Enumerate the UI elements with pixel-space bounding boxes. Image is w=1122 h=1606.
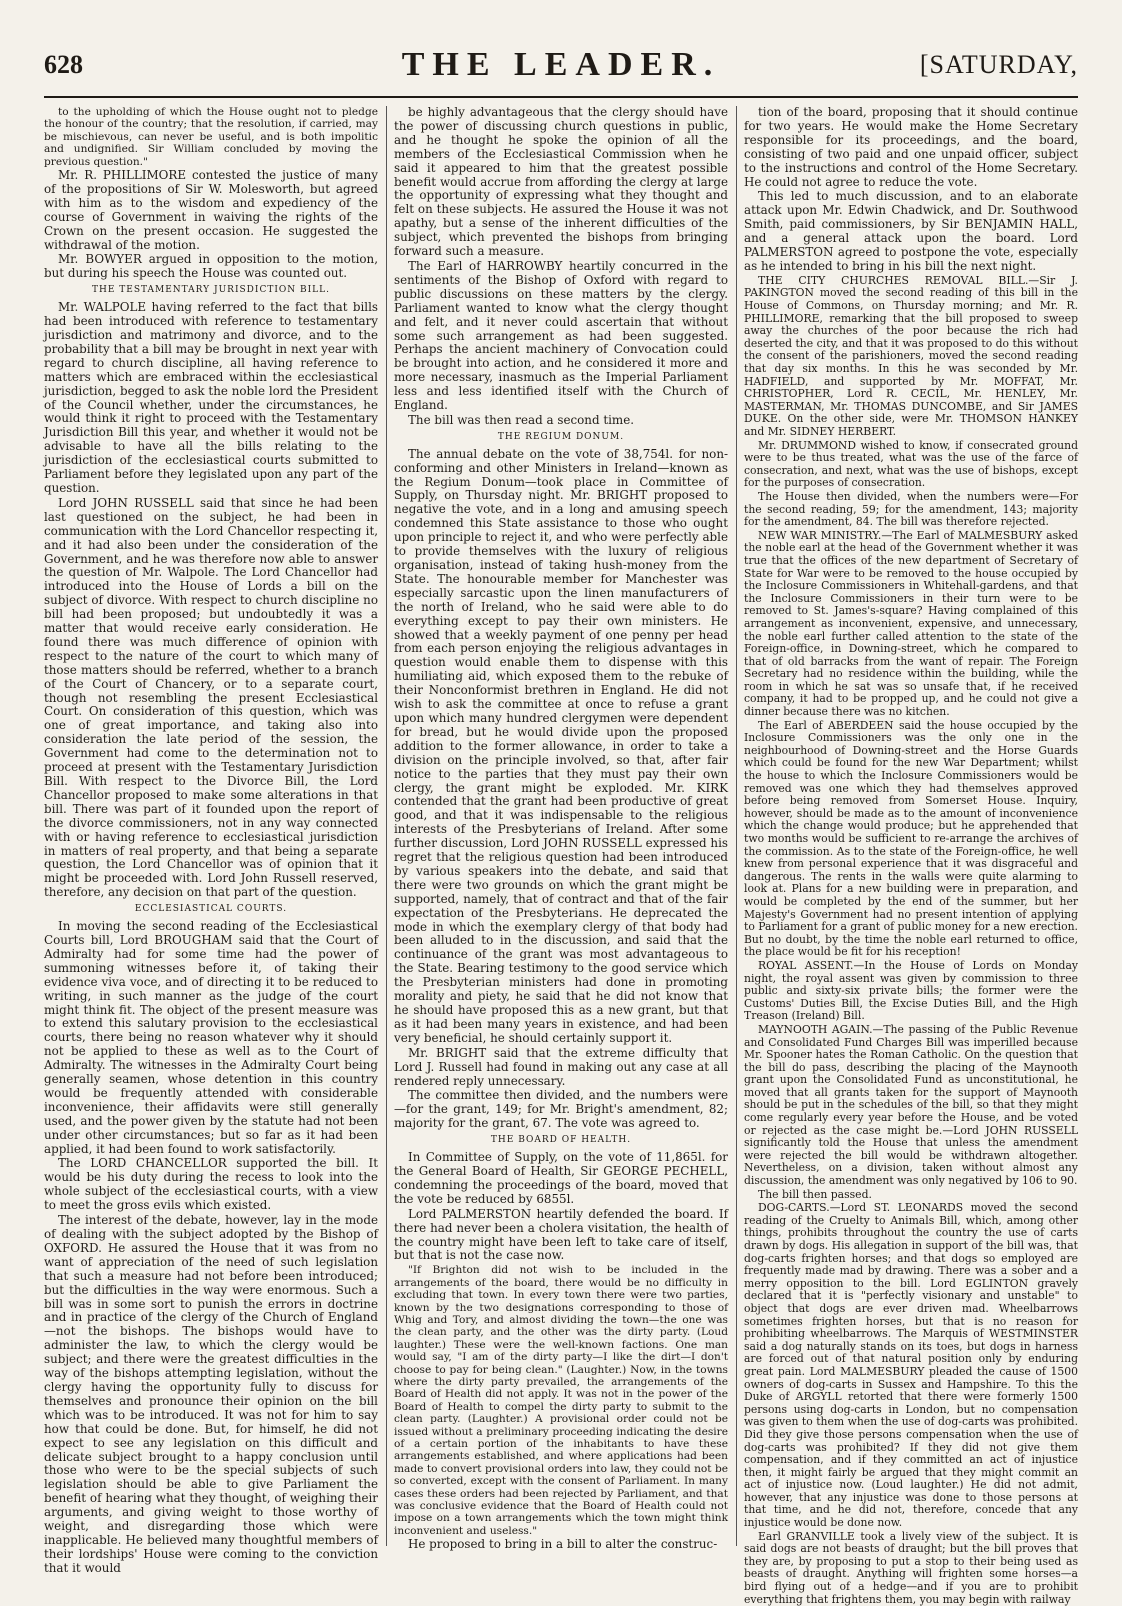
article-paragraph: to the upholding of which the House ought not to pledge the honour of the country; that the resolution, if carried, may be mischievous, can never be useful, and is both impolitic and undignified. Sir William concluded by moving the previous question." bbox=[44, 106, 378, 168]
article-paragraph: This led to much discussion, and to an elaborate attack upon Mr. Edwin Chadwick, and Dr. Southwood Smith, paid commissioners, by Sir BENJAMIN HALL, and a general attack upon the board. Lord PALMERSTON agreed to postpone the vote, especially as he intended to bring in his bill the next night. bbox=[744, 189, 1078, 273]
article-paragraph: NEW WAR MINISTRY.—The Earl of MALMESBURY asked the noble earl at the head of the Government whether it was true that the offices of the new department of Secretary of State for War were to be removed to the house occupied by the Inclosure Commissioners in Whitehall-gardens, and that the Inclosure Commissioners in their turn were to be removed to St. James's-square? Having complained of this arrangement as inconvenient, expensive, and unnecessary, the noble earl further called attention to the state of the Foreign-office, in Downing-street, which he compared to that of old barracks from the want of repair. The Foreign Secretary had no residence within the building, while the room in which he sat was so unsafe that, if he received company, it had to be propped up, and he could not give a dinner because there was no kitchen. bbox=[744, 528, 1078, 719]
section-heading: THE TESTAMENTARY JURISDICTION BILL. bbox=[91, 285, 330, 296]
article-paragraph: THE CITY CHURCHES REMOVAL BILL.—Sir J. PAKINGTON moved the second reading of this bill in the House of Commons, on Thursday morning; and Mr. R. PHILLIMORE, remarking that the bill proposed to sweep away the churches of the poor because the rich had deserted the city, and that it was proposed to do this without the consent of the parishioners, moved the second reading that day six months. In this he was seconded by Mr. HADFIELD, and supported by Mr. MOFFAT, Mr. CHRISTOPHER, Lord R. CECIL, Mr. HENLEY, Mr. MASTERMAN, Mr. THOMAS DUNCOMBE, and Sir JAMES DUKE. On the other side, were Mr. THOMSON HANKEY and Mr. SIDNEY HERBERT. bbox=[744, 273, 1078, 438]
article-paragraph: Earl GRANVILLE took a lively view of the subject. It is said dogs are not beasts of draught; but the bill proves that they are, by proposing to put a stop to their being used as beasts of draught. Anything will frighten some horses—a bird flying out of a hedge—and if you are to prohibit everything that frightens them, you may begin with railway bbox=[744, 1529, 1078, 1606]
article-paragraph: In Committee of Supply, on the vote of 11,865l. for the General Board of Health, Sir GEORGE PECHELL, condemning the proceedings of the board, moved that the vote be reduced by 6855l. bbox=[394, 1150, 728, 1206]
column-divider bbox=[736, 106, 737, 1546]
article-paragraph: The Earl of HARROWBY heartily concurred in the sentiments of the Bishop of Oxford with regard to public discussions on these matters by the clergy. Parliament wanted to know what the clergy thought and felt, and it never could ascertain that without some such arrangement as had been suggested. Perhaps the ancient machinery of Convocation could be brought into action, and he considered it more and more necessary, inasmuch as the Imperial Parliament less and less identified itself with the Church of England. bbox=[394, 258, 728, 413]
article-paragraph: The committee then divided, and the numbers were—for the grant, 149; for Mr. Bright's amendment, 82; majority for the grant, 67. The vote was agreed to. bbox=[394, 1088, 728, 1131]
article-paragraph: Mr. R. PHILLIMORE contested the justice of many of the propositions of Sir W. Molesworth, but agreed with him as to the wisdom and expediency of the course of Government in waiving the rights of the Crown on the present occasion. He suggested the withdrawal of the motion. bbox=[44, 168, 378, 252]
article-paragraph: Mr. WALPOLE having referred to the fact that bills had been introduced with reference to testamentary jurisdiction and matrimony and divorce, and to the probability that a bill may be brought in next year with regard to church discipline, all having reference to matters which are embraced within the ecclesiastical jurisdiction, begged to ask the noble lord the President of the Council whether, under the circumstances, he would think it right to proceed with the Testamentary Jurisdiction Bill this year, and whether it would not be advisable to have all the bills relating to the jurisdiction of the ecclesiastical courts submitted to Parliament before they legislated upon any part of the question. bbox=[44, 300, 378, 495]
article-paragraph: The House then divided, when the numbers were—For the second reading, 59; for the amendment, 143; majority for the amendment, 84. The bill was therefore rejected. bbox=[744, 489, 1078, 529]
article-paragraph: The interest of the debate, however, lay in the mode of dealing with the subject adopted by the Bishop of OXFORD. He assured the House that it was from no want of appreciation of the need of such legislation that such a measure had not before been introduced; but the difficulties in the way were enormous. Such a bill was in some sort to punish the errors in doctrine and in practice of the clergy of the Church of England—not the bishops. The bishops would have to administer the law, to which the clergy would be subject; and there were the greatest difficulties in the way of the bishops attempting legislation, without the clergy having the opportunity fully to discuss for themselves and pronounce their opinion on the bill which was to be introduced. It was not for him to say how that could be done. But, for himself, he did not expect to see any legislation on this difficult and delicate subject brought to a happy conclusion until those who were to be the special subjects of such legislation should be able to give Parliament the benefit of hearing what they thought, of weighing their arguments, and giving weight to those worthy of weight, and disregarding those which were inapplicable. He believed many thoughtful members of their lordships' House were coming to the conviction that it would bbox=[44, 1213, 378, 1575]
column-divider bbox=[386, 106, 387, 1546]
section-heading: THE REGIUM DONUM. bbox=[497, 431, 625, 442]
article-paragraph: Lord PALMERSTON heartily defended the board. If there had never been a cholera visitation, the health of the country might have been left to take care of itself, but that is not the case now. bbox=[394, 1206, 728, 1263]
article-paragraph: Lord JOHN RUSSELL said that since he had been last questioned on the subject, he had been in communication with the Lord Chancellor respecting it, and it had also been under the consideration of the Government, and he was therefore now able to answer the question of Mr. Walpole. The Lord Chancellor had introduced into the House of Lords a bill on the subject of divorce. With respect to church discipline no bill had been proposed; but undoubtedly it was a matter that would receive early consideration. He found there was much difference of opinion with respect to the nature of the court to which many of those matters should be referred, whether to a branch of the Court of Chancery, or to a separate court, though not resembling the present Ecclesiastical Court. On consideration of this question, which was one of great importance, and taking also into consideration the late period of the session, the Government had come to the determination not to proceed at present with the Testamentary Jurisdiction Bill. With respect to the Divorce Bill, the Lord Chancellor proposed to make some alterations in that bill. There was part of it founded upon the report of the divorce commissioners, not in any way connected with or having reference to ecclesiastical jurisdiction in matters of real property, and that being a separate question, the Lord Chancellor was of opinion that it might be proceeded with. Lord John Russell reserved, therefore, any decision on that part of the question. bbox=[44, 495, 378, 900]
article-paragraph: "If Brighton did not wish to be included in the arrangements of the board, there would be no difficulty in excluding that town. In every town there were two parties, known by the two designations corresponding to those of Whig and Tory, and almost dividing the town—the one was the clean party, and the other was the dirty party. (Loud laughter.) These were the well-known factions. One man would say, "I am of the dirty party—I like the dirt—I don't choose to pay for being clean." (Laughter.) Now, in the towns where the dirty party prevailed, the arrangements of the Board of Health did not apply. It was not in the power of the Board of Health to compel the dirty party to submit to the clean party. (Laughter.) A provisional order could not be issued without a preliminary proceeding indicating the desire of a certain portion of the inhabitants to have these arrangements established, and where applications had been made to convert provisional orders into law, they could not be so converted, except with the consent of Parliament. In many cases these orders had been rejected by Parliament, and that was conclusive evidence that the Board of Health could not impose on a town arrangements which the town might think inconvenient and useless." bbox=[394, 1264, 728, 1537]
article-paragraph: The bill was then read a second time. bbox=[408, 412, 635, 427]
article-paragraph: The annual debate on the vote of 38,754l. for non-conforming and other Ministers in Ireland—known as the Regium Donum—took place in Committee of Supply, on Thursday night. Mr. BRIGHT proposed to negative the vote, and in a long and amusing speech condemned this State assistance to those who ought upon principle to reject it, and who were perfectly able to provide themselves with the luxury of religious organisation, instead of taking hush-money from the State. The honourable member for Manchester was especially sarcastic upon the linen manufacturers of the north of Ireland, who he said were able to do everything except to pay their own ministers. He showed that a weekly payment of one penny per head from each person enjoying the religious advantages in question would enable them to dispense with this humiliating aid, which exposed them to the rebuke of their Nonconformist brethren in England. He did not wish to ask the committee at once to refuse a grant upon which many hundred clergymen were dependent for bread, but he would divide upon the proposed addition to the former allowance, in order to take a division on the principle involved, so that, after fair notice to the parties that they must pay their own clergy, the grant might be exploded. Mr. KIRK contended that the grant had been productive of great good, and that it was indispensable to the religious interests of the Presbyterians of Ireland. After some further discussion, Lord JOHN RUSSELL expressed his regret that the religious question had been introduced by various speakers into the debate, and said that there were two grounds on which the grant might be supported, namely, that of contract and that of the fair expectation of the Presbyterians. He deprecated the mode in which the exemplary clergy of that body had been alluded to in the discussion, and said that the continuance of the grant was most advantageous to the State. Bearing testimony to the good service which the Presbyterian ministers had done in promoting morality and piety, he said that he did not know that he should have proposed this as a new grant, but that as it had been many years in existence, and had been very beneficial, he should certainly support it. bbox=[394, 446, 728, 1045]
article-paragraph: Mr. BRIGHT said that the extreme difficulty that Lord J. Russell had found in making out any case at all rendered reply unnecessary. bbox=[394, 1045, 728, 1088]
article-paragraph: Mr. DRUMMOND wished to know, if consecrated ground were to be thus treated, what was the use of the farce of consecration, and next, what was the use of bishops, except for the purposes of consecration. bbox=[744, 438, 1078, 490]
article-paragraph: The bill then passed. bbox=[758, 1187, 872, 1201]
newspaper-title: THE LEADER. bbox=[401, 46, 721, 83]
article-paragraph: DOG-CARTS.—Lord ST. LEONARDS moved the second reading of the Cruelty to Animals Bill, which, among other things, prohibits throughout the country the use of carts drawn by dogs. His allegation in support of the bill was, that dog-carts frighten horses; and that dogs so employed are frequently made mad by drawing. There was a sober and a merry opposition to the bill. Lord EGLINTON gravely declared that it is "perfectly visionary and unstable" to object that dogs are ever driven mad. Wheelbarrows sometimes frighten horses, but that is no reason for prohibiting wheelbarrows. The Marquis of WESTMINSTER said a dog naturally stands on its toes, but dogs in harness are forced out of that natural position only by enduring great pain. Lord MALMESBURY pleaded the cause of 1500 owners of dog-carts in Sussex and Hampshire. To this the Duke of ARGYLL retorted that there were formerly 1500 persons using dog-carts in London, but no compensation was given to them when the use of dog-carts was prohibited. Did they give those persons compensation when the use of dog-carts was prohibited? If they did not give them compensation, and if they committed an act of injustice then, it might fairly be argued that they might commit an act of injustice now. (Loud laughter.) He did not admit, however, that any injustice was done to those persons at that time, and he did not, therefore, concede that any injustice would be done now. bbox=[744, 1201, 1078, 1530]
article-paragraph: In moving the second reading of the Ecclesiastical Courts bill, Lord BROUGHAM said that the Court of Admiralty had for some time had the power of summoning witnesses before it, of taking their evidence viva voce, and of directing it to be reduced to writing, in such manner as the judge of the court might think fit. The object of the present measure was to extend this salutary provision to the ecclesiastical courts, there being no reason whatever why it should not be applied to these as well as to the Court of Admiralty. The witnesses in the Admiralty Court being generally seamen, whose detention in this country would be frequently attended with considerable inconvenience, their affidavits were still generally used, and the power given by the statute had not been under other circumstances; but so far as it had been applied, it had been found to work satisfactorily. bbox=[44, 919, 378, 1156]
article-paragraph: He proposed to bring in a bill to alter the construc- bbox=[408, 1537, 718, 1552]
article-paragraph: Mr. BOWYER argued in opposition to the motion, but during his speech the House was counted out. bbox=[44, 252, 378, 281]
article-paragraph: The LORD CHANCELLOR supported the bill. It would be his duty during the recess to look into the whole subject of the ecclesiastical courts, with a view to meet the gross evils which existed. bbox=[44, 1156, 378, 1213]
article-paragraph: be highly advantageous that the clergy should have the power of discussing church questions in public, and he thought he spoke the opinion of all the members of the Ecclesiastical Commission when he said it appeared to him that the greatest possible benefit would accrue from affording the clergy at large the opportunity of expressing what they thought and felt on these subjects. He assured the House it was not apathy, but a sense of the inherent difficulties of the subject, which prevented the bishops from bringing forward such a measure. bbox=[394, 105, 728, 259]
masthead bbox=[44, 44, 1078, 88]
section-heading: THE BOARD OF HEALTH. bbox=[490, 1135, 632, 1146]
article-paragraph: tion of the board, proposing that it should continue for two years. He would make the Home Secretary responsible for its proceedings, and the board, consisting of two paid and one unpaid officer, subject to the instructions and control of the Home Secretary. He could not agree to reduce the vote. bbox=[744, 105, 1078, 189]
section-heading: ECCLESIASTICAL COURTS. bbox=[134, 904, 288, 915]
column-2 bbox=[394, 105, 728, 1552]
article-paragraph: ROYAL ASSENT.—In the House of Lords on Monday night, the royal assent was given by commission to three public and sixty-six private bills; the former were the Customs' Duties Bill, the Excise Duties Bill, and the High Treason (Ireland) Bill. bbox=[744, 958, 1078, 1023]
page-number: 628 bbox=[44, 50, 83, 79]
column-3 bbox=[744, 105, 1078, 1606]
article-paragraph: The Earl of ABERDEEN said the house occupied by the Inclosure Commissioners was the only one in the neighbourhood of Downing-street and the Horse Guards which could be found for the new War Department; whilst the house to which the Inclosure Commissioners would be removed was one which they had themselves approved before being removed from Somerset House. Inquiry, however, should be made as to the amount of inconvenience which the change would produce; but he apprehended that two months would be sufficient to re-arrange the archives of the commission. As to the state of the Foreign-office, he well knew from personal experience that it was disgraceful and dangerous. The rents in the walls were quite alarming to look at. Plans for a new building were in preparation, and would be completed by the end of the summer, but her Majesty's Government had no present intention of applying to Parliament for a grant of public money for a new erection. But no doubt, by the time the noble earl returned to office, the place would be fit for his reception! bbox=[744, 718, 1078, 959]
issue-day: [SATURDAY, bbox=[919, 50, 1078, 79]
header-rule bbox=[44, 96, 1078, 98]
article-paragraph: MAYNOOTH AGAIN.—The passing of the Public Revenue and Consolidated Fund Charges Bill was imperilled because Mr. Spooner hates the Roman Catholic. On the question that the bill do pass, describing the placing of the Maynooth grant upon the Consolidated Fund as unconstitutional, he moved that all grants taken for the support of Maynooth should be put in the schedules of the bill, so that they might come regularly every year before the House, and be voted or rejected as the case might be.—Lord JOHN RUSSELL significantly told the House that unless the amendment were rejected the bill would be withdrawn altogether. Nevertheless, on a division, taken without almost any discussion, the amendment was only negatived by 106 to 90. bbox=[744, 1022, 1078, 1188]
column-1 bbox=[44, 106, 378, 1575]
article-columns bbox=[44, 105, 1078, 1606]
